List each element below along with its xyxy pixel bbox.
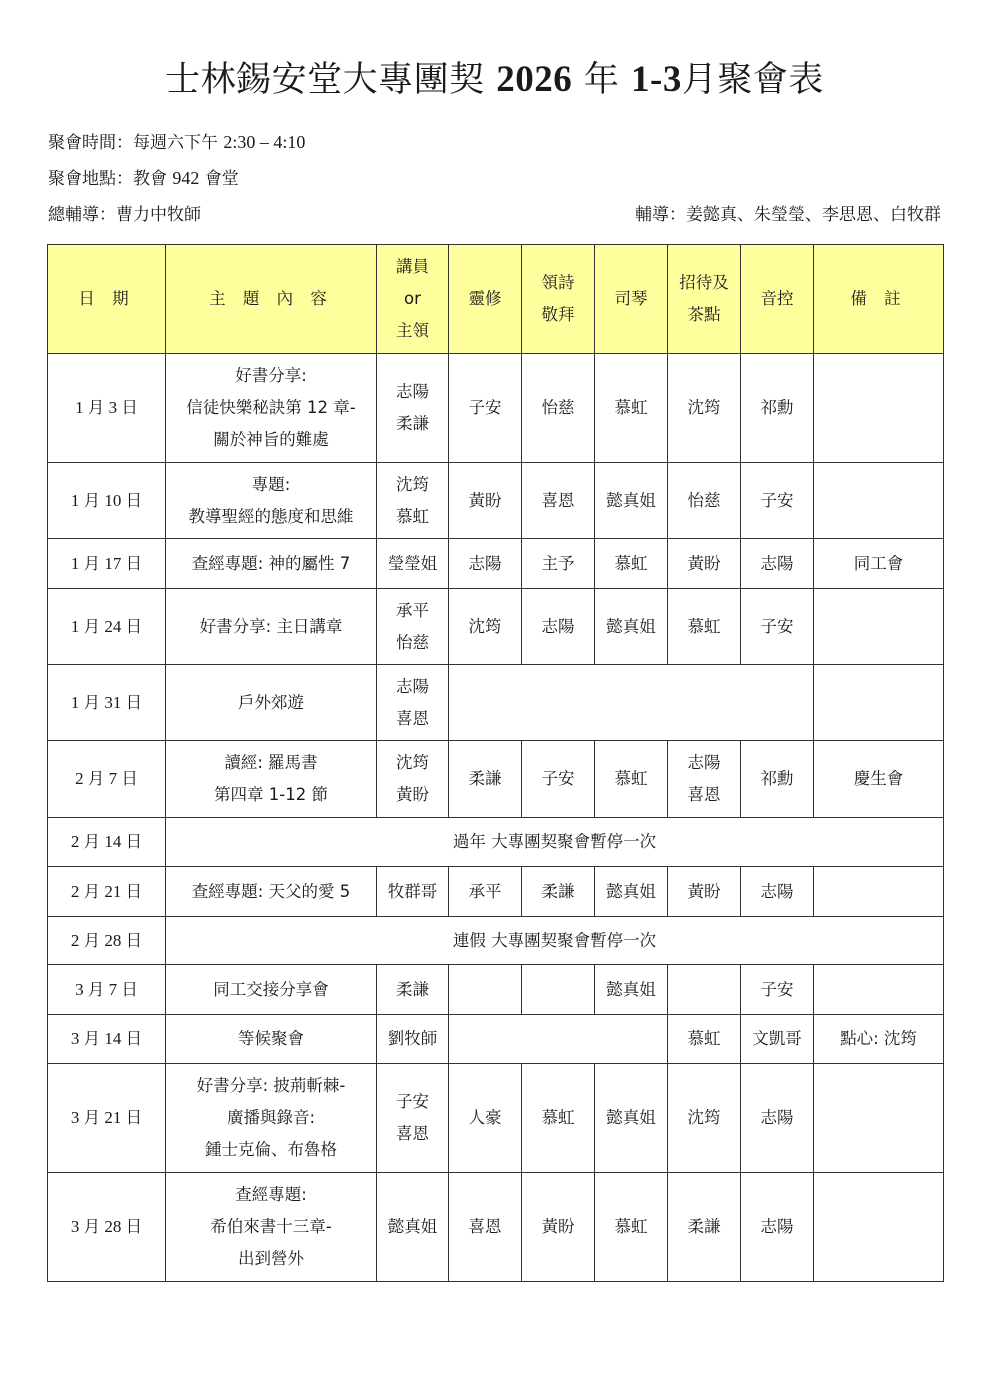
piano-cell: 懿真姐 bbox=[595, 1064, 668, 1173]
speaker-name: 志陽 bbox=[396, 676, 429, 696]
date-value bbox=[71, 554, 142, 573]
date-value bbox=[71, 882, 142, 901]
date-month-unit: 月 bbox=[83, 832, 101, 851]
speaker-cell bbox=[377, 354, 449, 463]
topic-line: 專題: bbox=[251, 474, 291, 494]
speaker-name: 慕虹 bbox=[396, 506, 429, 526]
title-suffix: 月聚會表 bbox=[681, 60, 824, 100]
hosting-name: 志陽 bbox=[687, 753, 721, 772]
date-day-unit: 日 bbox=[125, 1108, 143, 1127]
worship-cell: 子安 bbox=[522, 741, 595, 818]
topic-line: 讀經: 羅馬書 bbox=[224, 753, 318, 772]
date-month: 2 bbox=[70, 881, 80, 901]
date-month: 3 bbox=[75, 979, 84, 999]
date-value bbox=[75, 769, 138, 788]
table-row bbox=[48, 741, 944, 818]
cancellation-notice: 連假 大專團契聚會暫停一次 bbox=[166, 917, 944, 965]
date-day-unit: 日 bbox=[125, 616, 143, 636]
hosting-cell bbox=[668, 589, 741, 665]
date-day-unit: 日 bbox=[121, 979, 138, 999]
hosting-cell bbox=[668, 463, 741, 539]
title-text: 士林錫安堂大專團契 bbox=[165, 60, 485, 100]
header-topic-label: 主 題 內 容 bbox=[209, 289, 333, 308]
speaker-name: 柔謙 bbox=[396, 979, 429, 999]
speaker-cell bbox=[377, 1173, 449, 1282]
date-cell bbox=[48, 818, 166, 867]
date-month: 1 bbox=[70, 553, 80, 573]
header-notes bbox=[814, 245, 944, 354]
piano-cell: 慕虹 bbox=[595, 539, 668, 589]
hosting-name: 喜恩 bbox=[687, 785, 721, 804]
hosting-cell bbox=[668, 965, 741, 1015]
hosting-name: 柔謙 bbox=[687, 1217, 721, 1236]
date-cell bbox=[48, 867, 166, 917]
empty-merged-cell bbox=[449, 1015, 668, 1064]
piano-cell: 慕虹 bbox=[595, 1173, 668, 1282]
topic-cell bbox=[166, 665, 377, 741]
date-day: 28 bbox=[104, 1217, 122, 1236]
header-date bbox=[48, 245, 166, 354]
date-month-unit: 月 bbox=[83, 881, 101, 901]
date-day-unit: 日 bbox=[125, 881, 143, 901]
topic-line: 好書分享: 主日講章 bbox=[199, 616, 343, 636]
worship-cell: 志陽 bbox=[522, 589, 595, 665]
meeting-time bbox=[48, 128, 305, 153]
topic-cell bbox=[166, 354, 377, 463]
devotion-cell: 子安 bbox=[449, 354, 522, 463]
date-day: 24 bbox=[104, 616, 122, 636]
topic-cell bbox=[166, 1015, 377, 1064]
devotion-cell: 承平 bbox=[449, 867, 522, 917]
speaker-name: 黃盼 bbox=[396, 785, 429, 804]
header-piano: 司琴 bbox=[595, 245, 668, 354]
notes-cell bbox=[814, 463, 944, 539]
empty-merged-cell bbox=[449, 665, 814, 741]
notes-cell bbox=[814, 1064, 944, 1173]
header-topic bbox=[166, 245, 377, 354]
piano-cell: 慕虹 bbox=[595, 741, 668, 818]
devotion-cell: 柔謙 bbox=[449, 741, 522, 818]
piano-cell: 懿真姐 bbox=[595, 867, 668, 917]
date-month: 2 bbox=[75, 769, 84, 788]
notes-cell bbox=[814, 965, 944, 1015]
piano-cell: 慕虹 bbox=[595, 354, 668, 463]
sound-cell: 志陽 bbox=[741, 539, 814, 589]
hosting-cell bbox=[668, 539, 741, 589]
sound-cell: 祁勳 bbox=[741, 741, 814, 818]
date-day: 14 bbox=[104, 832, 122, 851]
title-months: 1-3 bbox=[631, 59, 682, 100]
speaker-cell bbox=[377, 539, 449, 589]
table-row bbox=[48, 354, 944, 463]
date-month: 3 bbox=[70, 1029, 80, 1048]
topic-line: 信徒快樂秘訣第 12 章- bbox=[186, 398, 356, 417]
date-cell bbox=[48, 1064, 166, 1173]
table-row bbox=[48, 665, 944, 741]
date-cell bbox=[48, 1015, 166, 1064]
date-month-unit: 月 bbox=[87, 769, 105, 788]
hosting-cell bbox=[668, 354, 741, 463]
date-value bbox=[71, 931, 142, 950]
date-month: 1 bbox=[70, 616, 80, 636]
date-day-unit: 日 bbox=[125, 930, 143, 950]
header-worship-line: 領詩 bbox=[541, 273, 575, 292]
topic-cell bbox=[166, 867, 377, 917]
date-month-unit: 月 bbox=[83, 1217, 101, 1236]
speaker-cell bbox=[377, 665, 449, 741]
sound-cell: 志陽 bbox=[741, 867, 814, 917]
header-date-label: 日 期 bbox=[78, 289, 135, 308]
topic-line: 希伯來書十三章- bbox=[210, 1217, 332, 1236]
topic-line: 教導聖經的態度和思維 bbox=[188, 506, 354, 526]
sound-cell: 志陽 bbox=[741, 1173, 814, 1282]
hosting-cell bbox=[668, 867, 741, 917]
date-month: 1 bbox=[70, 692, 80, 712]
date-value bbox=[75, 398, 138, 417]
devotion-cell: 沈筠 bbox=[449, 589, 522, 665]
topic-line: 查經專題: 神的屬性 7 bbox=[191, 553, 351, 573]
meeting-place bbox=[48, 164, 239, 189]
speaker-name: 柔謙 bbox=[396, 414, 429, 433]
table-row bbox=[48, 463, 944, 539]
topic-cell bbox=[166, 741, 377, 818]
date-cell bbox=[48, 589, 166, 665]
header-hosting-line: 茶點 bbox=[687, 305, 721, 324]
header-hosting bbox=[668, 245, 741, 354]
schedule-table bbox=[47, 244, 944, 1282]
topic-line: 好書分享: bbox=[235, 366, 307, 385]
meeting-time-value: 2:30 – 4:10 bbox=[223, 132, 306, 152]
date-month: 1 bbox=[75, 398, 84, 417]
header-speaker-line: 講員 bbox=[396, 257, 429, 276]
date-cell bbox=[48, 539, 166, 589]
date-value bbox=[71, 832, 142, 851]
date-cell bbox=[48, 741, 166, 818]
speaker-name: 子安 bbox=[396, 1092, 429, 1111]
topic-line: 查經專題: bbox=[235, 1185, 307, 1204]
topic-line: 廣播與錄音: bbox=[226, 1108, 316, 1127]
hosting-cell bbox=[668, 1064, 741, 1173]
date-month: 2 bbox=[70, 832, 80, 851]
topic-line: 鍾士克倫、布魯格 bbox=[205, 1140, 337, 1159]
date-day: 21 bbox=[104, 881, 122, 901]
table-row bbox=[48, 1173, 944, 1282]
header-hosting-line: 招待及 bbox=[679, 273, 729, 292]
table-row bbox=[48, 1064, 944, 1173]
date-cell bbox=[48, 917, 166, 965]
worship-cell: 柔謙 bbox=[522, 867, 595, 917]
piano-cell: 懿真姐 bbox=[595, 589, 668, 665]
sound-cell: 子安 bbox=[741, 463, 814, 539]
notes-cell bbox=[814, 867, 944, 917]
speaker-cell bbox=[377, 589, 449, 665]
date-day: 31 bbox=[104, 692, 122, 712]
header-devotion: 靈修 bbox=[449, 245, 522, 354]
header-worship-line: 敬拜 bbox=[541, 305, 575, 324]
worship-cell: 喜恩 bbox=[522, 463, 595, 539]
header-notes-label: 備 註 bbox=[850, 289, 907, 308]
sound-cell: 祁勳 bbox=[741, 354, 814, 463]
devotion-cell: 黃盼 bbox=[449, 463, 522, 539]
date-day-unit: 日 bbox=[121, 769, 138, 788]
date-month: 1 bbox=[70, 490, 80, 510]
topic-cell bbox=[166, 1064, 377, 1173]
date-day-unit: 日 bbox=[125, 692, 143, 712]
worship-cell: 主予 bbox=[522, 539, 595, 589]
worship-cell: 黃盼 bbox=[522, 1173, 595, 1282]
notes-cell bbox=[814, 589, 944, 665]
meeting-place-suffix: 會堂 bbox=[204, 169, 239, 189]
topic-line: 等候聚會 bbox=[238, 1029, 304, 1048]
date-day: 7 bbox=[108, 979, 118, 999]
header-row bbox=[48, 245, 944, 354]
topic-line: 關於神旨的難處 bbox=[213, 430, 329, 449]
date-day-unit: 日 bbox=[125, 1217, 143, 1236]
notes-cell: 點心: 沈筠 bbox=[814, 1015, 944, 1064]
hosting-name: 怡慈 bbox=[687, 490, 721, 510]
devotion-cell: 喜恩 bbox=[449, 1173, 522, 1282]
date-cell bbox=[48, 1173, 166, 1282]
date-cell bbox=[48, 965, 166, 1015]
header-worship bbox=[522, 245, 595, 354]
notes-cell bbox=[814, 665, 944, 741]
worship-cell: 怡慈 bbox=[522, 354, 595, 463]
topic-line: 戶外郊遊 bbox=[238, 692, 304, 712]
hosting-name: 沈筠 bbox=[687, 398, 721, 417]
date-day-unit: 日 bbox=[121, 398, 138, 417]
sound-cell: 文凱哥 bbox=[741, 1015, 814, 1064]
date-day-unit: 日 bbox=[125, 553, 143, 573]
topic-cell bbox=[166, 589, 377, 665]
date-month-unit: 月 bbox=[83, 1108, 101, 1127]
date-value bbox=[71, 1108, 142, 1127]
topic-line: 查經專題: 天父的愛 5 bbox=[191, 881, 351, 901]
topic-cell bbox=[166, 1173, 377, 1282]
date-value bbox=[71, 491, 142, 510]
date-day: 14 bbox=[104, 1029, 122, 1048]
date-value bbox=[71, 693, 142, 712]
date-month-unit: 月 bbox=[83, 692, 101, 712]
date-cell bbox=[48, 665, 166, 741]
hosting-name: 黃盼 bbox=[687, 881, 721, 901]
speaker-name: 喜恩 bbox=[396, 1124, 429, 1143]
advisors: 輔導：姜懿真、朱瑩瑩、李思恩、白牧群 bbox=[635, 205, 941, 225]
cancellation-notice: 過年 大專團契聚會暫停一次 bbox=[166, 818, 944, 867]
table-row bbox=[48, 818, 944, 867]
date-month: 2 bbox=[70, 930, 80, 950]
hosting-name: 慕虹 bbox=[687, 616, 721, 636]
topic-cell bbox=[166, 463, 377, 539]
header-speaker-line: or bbox=[404, 289, 421, 308]
speaker-cell bbox=[377, 965, 449, 1015]
meeting-place-room: 942 bbox=[172, 168, 200, 188]
devotion-cell: 志陽 bbox=[449, 539, 522, 589]
date-value bbox=[75, 980, 138, 999]
table-row bbox=[48, 539, 944, 589]
speaker-name: 沈筠 bbox=[396, 474, 429, 494]
date-month-unit: 月 bbox=[83, 490, 101, 510]
sound-cell: 志陽 bbox=[741, 1064, 814, 1173]
table-row bbox=[48, 589, 944, 665]
sound-cell: 子安 bbox=[741, 965, 814, 1015]
head-advisor: 總輔導：曹力中牧師 bbox=[48, 205, 201, 225]
worship-cell bbox=[522, 965, 595, 1015]
date-value bbox=[71, 1217, 142, 1236]
speaker-name: 沈筠 bbox=[396, 753, 429, 772]
date-day: 7 bbox=[108, 769, 118, 788]
speaker-cell bbox=[377, 867, 449, 917]
notes-cell: 慶生會 bbox=[814, 741, 944, 818]
date-month-unit: 月 bbox=[87, 979, 105, 999]
notes-cell bbox=[814, 1173, 944, 1282]
devotion-cell bbox=[449, 965, 522, 1015]
date-value bbox=[71, 617, 142, 636]
hosting-cell bbox=[668, 1173, 741, 1282]
topic-cell bbox=[166, 965, 377, 1015]
date-month-unit: 月 bbox=[83, 553, 101, 573]
speaker-name: 劉牧師 bbox=[387, 1029, 438, 1048]
speaker-name: 牧群哥 bbox=[387, 881, 438, 901]
speaker-cell bbox=[377, 741, 449, 818]
header-speaker-line: 主領 bbox=[396, 321, 429, 340]
title-year: 2026 bbox=[496, 59, 573, 100]
date-day: 21 bbox=[104, 1108, 122, 1127]
hosting-name: 沈筠 bbox=[687, 1108, 721, 1127]
meeting-time-label: 聚會時間：每週六下午 bbox=[48, 133, 218, 153]
date-day-unit: 日 bbox=[125, 490, 143, 510]
date-month-unit: 月 bbox=[83, 616, 101, 636]
date-month: 3 bbox=[70, 1108, 80, 1127]
worship-cell: 慕虹 bbox=[522, 1064, 595, 1173]
hosting-cell bbox=[668, 741, 741, 818]
piano-cell: 懿真姐 bbox=[595, 965, 668, 1015]
topic-cell bbox=[166, 539, 377, 589]
table-row bbox=[48, 867, 944, 917]
date-day: 17 bbox=[104, 553, 122, 573]
date-day: 10 bbox=[104, 490, 122, 510]
speaker-name: 瑩瑩姐 bbox=[387, 553, 438, 573]
topic-line: 同工交接分享會 bbox=[213, 979, 329, 999]
meeting-place-label: 聚會地點：教會 bbox=[48, 169, 167, 189]
speaker-cell bbox=[377, 1015, 449, 1064]
speaker-name: 承平 bbox=[396, 600, 429, 620]
sound-cell: 子安 bbox=[741, 589, 814, 665]
hosting-cell bbox=[668, 1015, 741, 1064]
speaker-cell bbox=[377, 1064, 449, 1173]
date-day-unit: 日 bbox=[125, 832, 143, 851]
header-speaker bbox=[377, 245, 449, 354]
notes-cell bbox=[814, 354, 944, 463]
date-month-unit: 月 bbox=[83, 1029, 101, 1048]
title-year-unit: 年 bbox=[583, 60, 620, 100]
table-row bbox=[48, 917, 944, 965]
topic-line: 好書分享: 披荊斬棘- bbox=[196, 1076, 346, 1095]
date-day: 3 bbox=[108, 398, 118, 417]
topic-line: 出到營外 bbox=[238, 1249, 304, 1268]
hosting-name: 慕虹 bbox=[687, 1029, 721, 1048]
date-cell bbox=[48, 354, 166, 463]
table-row bbox=[48, 1015, 944, 1064]
date-month-unit: 月 bbox=[83, 930, 101, 950]
speaker-name: 怡慈 bbox=[396, 632, 429, 652]
devotion-cell: 人豪 bbox=[449, 1064, 522, 1173]
page-title bbox=[0, 52, 989, 102]
speaker-name: 志陽 bbox=[396, 382, 429, 401]
notes-cell: 同工會 bbox=[814, 539, 944, 589]
table-row bbox=[48, 965, 944, 1015]
date-day: 28 bbox=[104, 930, 122, 950]
date-value bbox=[71, 1029, 142, 1048]
speaker-name: 懿真姐 bbox=[387, 1217, 438, 1236]
date-cell bbox=[48, 463, 166, 539]
date-month-unit: 月 bbox=[87, 398, 105, 417]
speaker-name: 喜恩 bbox=[396, 708, 429, 728]
piano-cell: 懿真姐 bbox=[595, 463, 668, 539]
hosting-name: 黃盼 bbox=[687, 553, 721, 573]
date-day-unit: 日 bbox=[125, 1029, 143, 1048]
speaker-cell bbox=[377, 463, 449, 539]
date-month: 3 bbox=[70, 1217, 80, 1236]
header-sound: 音控 bbox=[741, 245, 814, 354]
topic-line: 第四章 1-12 節 bbox=[214, 785, 328, 804]
